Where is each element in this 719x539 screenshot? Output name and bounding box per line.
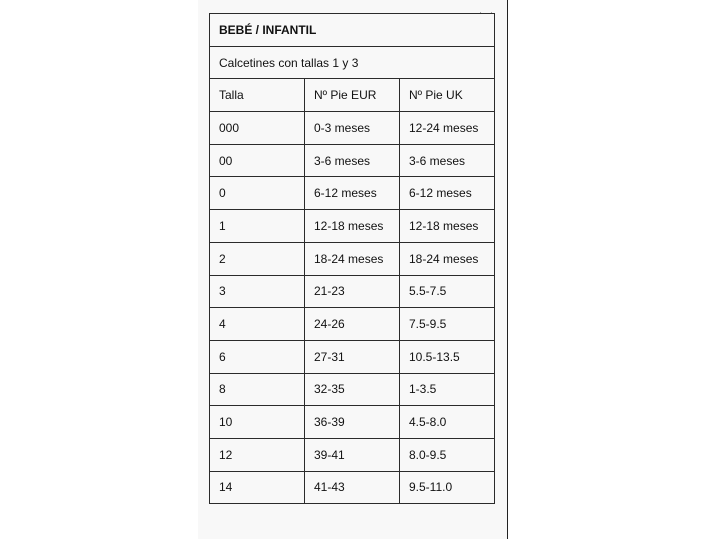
header-pie-eur: Nº Pie EUR (305, 79, 400, 112)
cell-talla: 4 (210, 308, 305, 341)
cell-talla: 000 (210, 112, 305, 145)
header-row (210, 79, 495, 112)
cell-pie-eur: 18-24 meses (305, 242, 400, 275)
cell-pie-uk: 1-3.5 (400, 373, 495, 406)
cell-pie-uk: 18-24 meses (400, 242, 495, 275)
cell-pie-eur: 3-6 meses (305, 144, 400, 177)
cell-pie-eur: 36-39 (305, 406, 400, 439)
cell-talla: 2 (210, 242, 305, 275)
cell-pie-eur: 41-43 (305, 471, 400, 504)
cell-pie-uk: 9.5-11.0 (400, 471, 495, 504)
table-row (210, 210, 495, 243)
table-row (210, 112, 495, 145)
cell-pie-eur: 0-3 meses (305, 112, 400, 145)
cell-pie-eur: 12-18 meses (305, 210, 400, 243)
table-row (210, 275, 495, 308)
table-row (210, 308, 495, 341)
cell-talla: 6 (210, 340, 305, 373)
cell-talla: 8 (210, 373, 305, 406)
cell-pie-eur: 24-26 (305, 308, 400, 341)
table-row (210, 471, 495, 504)
cell-pie-uk: 4.5-8.0 (400, 406, 495, 439)
cell-talla: 10 (210, 406, 305, 439)
table-row (210, 406, 495, 439)
cell-pie-eur: 32-35 (305, 373, 400, 406)
table-row (210, 340, 495, 373)
cell-pie-eur: 39-41 (305, 438, 400, 471)
cell-pie-eur: 6-12 meses (305, 177, 400, 210)
title-row (210, 14, 495, 47)
cell-pie-uk: 6-12 meses (400, 177, 495, 210)
cell-pie-uk: 12-24 meses (400, 112, 495, 145)
cell-pie-eur: 27-31 (305, 340, 400, 373)
table-row (210, 242, 495, 275)
cell-talla: 0 (210, 177, 305, 210)
table-row (210, 373, 495, 406)
cell-talla: 3 (210, 275, 305, 308)
cell-talla: 00 (210, 144, 305, 177)
cell-pie-uk: 8.0-9.5 (400, 438, 495, 471)
cell-pie-uk: 7.5-9.5 (400, 308, 495, 341)
cell-talla: 1 (210, 210, 305, 243)
note-row (210, 46, 495, 79)
table-row (210, 144, 495, 177)
header-talla: Talla (210, 79, 305, 112)
header-pie-uk: Nº Pie UK (400, 79, 495, 112)
cell-talla: 12 (210, 438, 305, 471)
cell-pie-uk: 3-6 meses (400, 144, 495, 177)
size-table (209, 13, 495, 504)
cell-pie-uk: 12-18 meses (400, 210, 495, 243)
cell-talla: 14 (210, 471, 305, 504)
table-row (210, 177, 495, 210)
size-guide-title: BEBÉ / INFANTIL (210, 14, 495, 47)
size-note: Calcetines con tallas 1 y 3 (210, 46, 495, 79)
cell-pie-eur: 21-23 (305, 275, 400, 308)
cell-pie-uk: 10.5-13.5 (400, 340, 495, 373)
table-row (210, 438, 495, 471)
cell-pie-uk: 5.5-7.5 (400, 275, 495, 308)
